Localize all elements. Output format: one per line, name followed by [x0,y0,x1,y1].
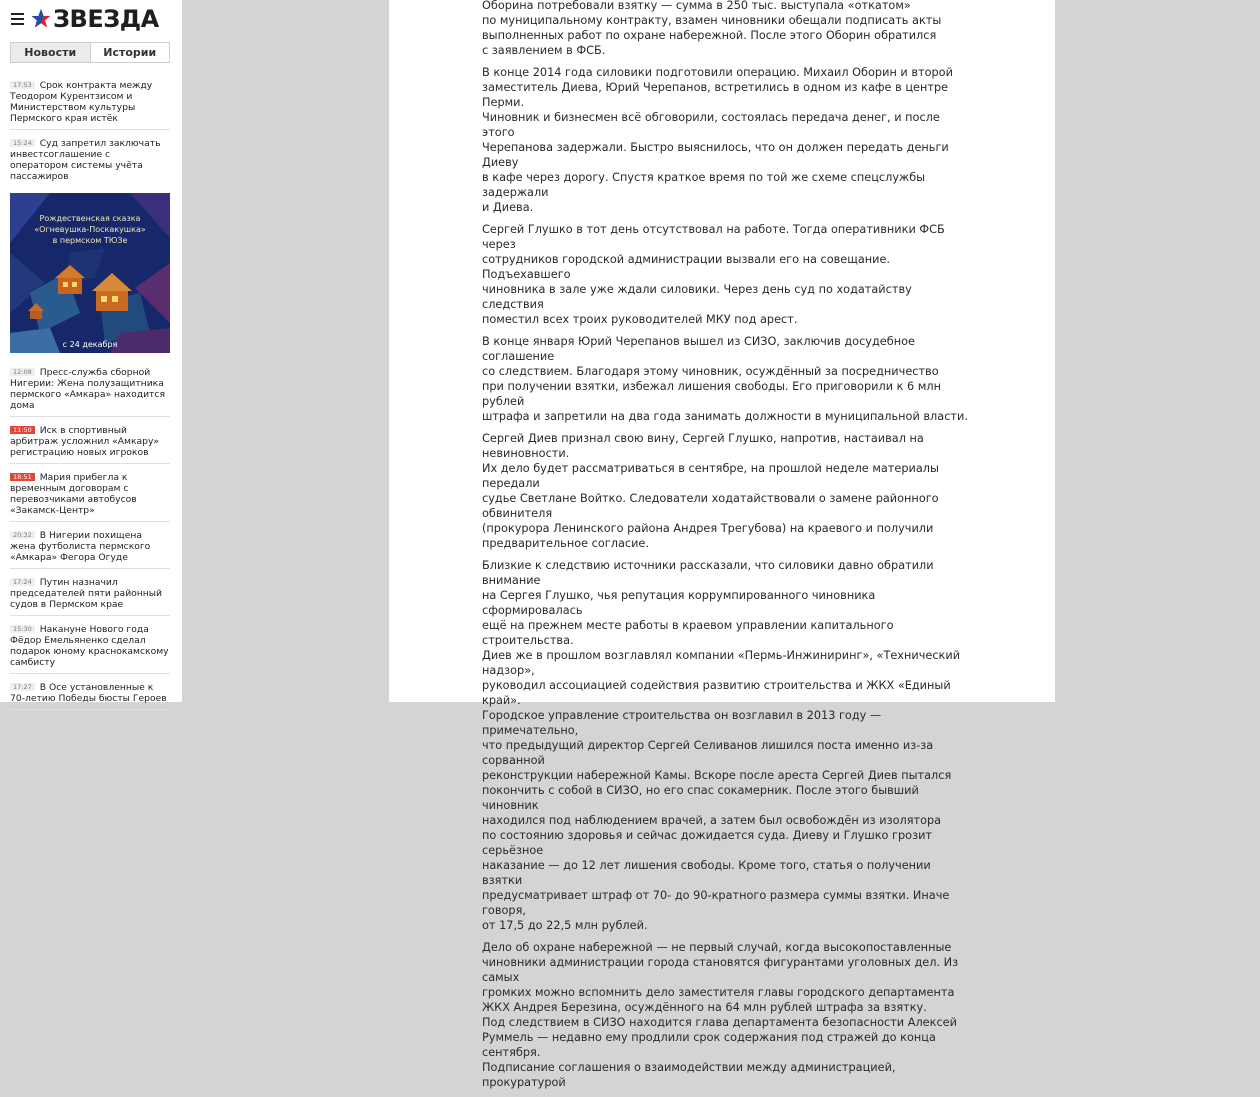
news-tabs [10,42,170,63]
site-logo[interactable] [31,6,159,32]
news-title: Срок контракта между Теодором Курентзисом и Министерством культуры Пермского края истёк [10,80,153,124]
news-time: 17:53 [10,81,35,89]
sidebar [0,0,182,702]
news-title: В Осе установленные к 70-летию Победы бюсты Героев [10,682,167,704]
news-item[interactable] [10,575,170,616]
news-item[interactable] [10,78,170,130]
logo-text: ЗВЕЗДА [53,5,159,33]
article-paragraph: Близкие к следствию источники рассказали, что силовики давно обратили внимание на Сергея Глушко, чья репутация коррумпированного чиновника сформировалась ещё на прежнем месте работы в краевом управлении капитального строительства. Диев же в прошлом возглавлял компании «Пермь-Инжиниринг», «Технический надзор», руководил ассоциацией содействия развитию строительства и ЖКХ «Единый край». Городское управление строительства он возглавил в 2013 году — примечательно, что предыдущий директор Сергей Селиванов лишился поста именно из-за сорванной реконструкции набережной Камы. Вскоре после ареста Сергей Диев пытался покончить с собой в СИЗО, но его спас сокамерник. После этого бывший чиновник находился под наблюдением врачей, а затем был освобождён из изолятора по состоянию здоровья и сейчас дожидается суда. Диеву и Глушко грозит серьёзное наказание — до 12 лет лишения свободы. Кроме того, статья о получении взятки предусматривает штраф от 70- до 90-кратного размера суммы взятки. Иначе говоря, от 17,5 до 22,5 млн рублей. [482,559,961,932]
article-paragraph: Сергей Глушко в тот день отсутствовал на работе. Тогда оперативники ФСБ через сотрудников городской администрации вызвали его на совещание. Подъехавшего чиновника в зале уже ждали силовики. Через день суд по ходатайству следствия поместил всех троих руководителей МКУ под арест. [482,223,945,326]
news-title: Иск в спортивный арбитраж усложнил «Амкару» регистрацию новых игроков [10,425,160,458]
news-item[interactable] [10,423,170,464]
news-title: Мария прибегла к временным договорам с перевозчиками автобусов «Закамск-Центр» [10,472,137,516]
banner-title: Рождественская сказка «Огневушка-Поскакушка» в пермском ТЮЗе [34,214,146,245]
news-item[interactable] [10,136,170,187]
news-feed [10,78,170,716]
news-time: 15:30 [10,625,35,633]
tab-stories[interactable]: Истории [103,46,157,59]
article-paragraph: В конце 2014 года силовики подготовили операцию. Михаил Оборин и второй заместитель Диева, Юрий Черепанов, встретились в одном из кафе в центре Перми. Чиновник и бизнесмен всё обговорили, состоялась передача денег, и после этого Черепанова задержали. Быстро выяснилось, что он должен передать деньги Диеву в кафе через дорогу. Спустя краткое время по той же схеме спецслужбы задержали и Диева. [482,66,953,214]
tab-news[interactable]: Новости [11,43,91,62]
news-time: 20:32 [10,531,35,539]
news-time: 18:51 [10,473,35,481]
banner-date: с 24 декабря [62,340,118,349]
news-time: 15:24 [10,139,35,147]
news-title: Накануне Нового года Фёдор Емельяненко сделал подарок юному краснокамскому самбисту [10,624,169,668]
news-time: 17:24 [10,578,35,586]
article-body [482,0,972,1097]
news-title: Пресс-служба сборной Нигерии: Жена полузащитника пермского «Амкара» находится дома [10,367,165,411]
news-item[interactable] [10,470,170,522]
news-item[interactable] [10,528,170,569]
news-title: Путин назначил председателей пяти районный судов в Пермском крае [10,577,163,610]
promo-banner[interactable] [10,193,170,353]
news-item[interactable] [10,365,170,417]
article-paragraph: В конце января Юрий Черепанов вышел из СИЗО, заключив досудебное соглашение со следствием. Благодаря этому чиновник, осуждённый за посредничество при получении взятки, избежал лишения свободы. Его приговорили к 6 млн рублей штрафа и запретили на два года занимать должности в муниципальной власти. [482,335,968,423]
article-paragraph: Сергей Диев признал свою вину, Сергей Глушко, напротив, настаивал на невиновности. Их дело будет рассматриваться в сентябре, на прошлой неделе материалы передали судье Светлане Войтко. Следователи ходатайствовали о замене районного обвинителя (прокурора Ленинского района Андрея Трегубова) на краевого и получили предварительное согласие. [482,432,939,550]
news-time: 17:27 [10,683,35,691]
news-item[interactable] [10,622,170,674]
news-time: 11:50 [10,426,35,434]
article-paragraph: Оборина потребовали взятку — сумма в 250 тыс. выступала «откатом» по муниципальному контракту, взамен чиновники обещали подписать акты выполненных работ по охране набережной. После этого Оборин обратился с заявлением в ФСБ. [482,0,942,57]
article-panel [389,0,1055,1089]
menu-icon[interactable] [11,13,24,24]
news-time: 12:08 [10,368,35,376]
news-title: Суд запретил заключать инвестсоглашение с оператором системы учёта пассажиров [10,138,161,182]
news-title: В Нигерии похищена жена футболиста пермского «Амкара» Фегора Огуде [10,530,151,563]
news-item[interactable] [10,680,170,710]
article-paragraph: Дело об охране набережной — не первый случай, когда высокопоставленные чиновники администрации города становятся фигурантами уголовных дел. Из самых громких можно вспомнить дело заместителя главы городского департамента ЖКХ Андрея Березина, осуждённого на 64 млн рублей штрафа за взятку. Под следствием в СИЗО находится глава департамента безопасности Алексей Руммель — недавно ему продлили срок содержания под стражей до конца сентября. Подписание соглашения о взаимодействии между администрацией, прокуратурой [482,941,959,1089]
star-logo-icon [31,8,51,30]
